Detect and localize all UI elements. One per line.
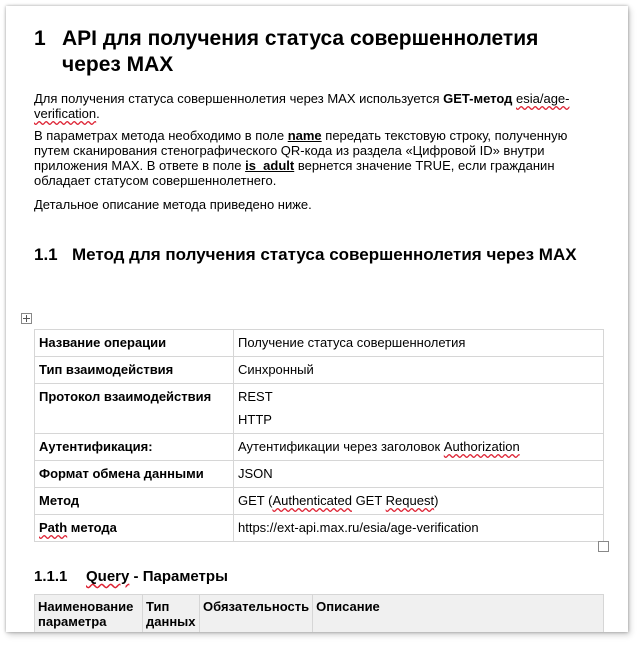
heading-3-number: 1.1.1 <box>34 568 68 585</box>
text-run: метода <box>67 520 117 535</box>
paragraph-parameters <box>34 128 594 188</box>
method-path-text: esia/age-verification <box>34 91 570 121</box>
property-value <box>234 384 604 434</box>
text-run: Request <box>385 493 435 508</box>
property-key: Название операции <box>35 330 234 357</box>
table-resize-handle-icon[interactable] <box>598 541 609 552</box>
text-run: Аутентификации через заголовок <box>238 439 444 454</box>
text-run: вернется значение TRUE, если гражданин обладает статусом совершеннолетнего. <box>34 158 555 188</box>
text-run: GET <box>351 493 386 508</box>
query-params-table <box>34 594 604 632</box>
text-run: . <box>96 106 100 121</box>
text-run: В параметрах метода необходимо в поле <box>34 128 288 143</box>
text-run: Authenticated <box>272 493 352 508</box>
field-name-is-adult: is_adult <box>245 158 295 173</box>
paragraph-intro <box>34 91 594 121</box>
text-run: GET ( <box>238 493 273 508</box>
table-move-handle-icon[interactable] <box>21 313 32 324</box>
table-row <box>35 330 604 357</box>
text-run: Path <box>39 520 68 535</box>
property-key: Аутентификация: <box>35 434 234 461</box>
text-run: Query <box>86 568 130 585</box>
method-properties-table <box>34 329 604 542</box>
bold-run: GET-метод <box>443 91 513 106</box>
heading-3-text <box>86 567 228 587</box>
heading-1-number: 1 <box>34 27 46 50</box>
text-run: - Параметры <box>129 568 228 585</box>
field-name-name: name <box>287 128 322 143</box>
protocol-rest: REST <box>238 389 273 404</box>
heading-2-number: 1.1 <box>34 245 58 264</box>
property-value <box>234 488 604 515</box>
column-header: Описание <box>313 595 604 633</box>
column-header: Наименование параметра <box>35 595 143 633</box>
table-row <box>35 488 604 515</box>
text-run: передать текстовую строку, полученную путем сканирования стенографического QR-кода из раздела «Цифровой ID» внутри приложения MAX. В ответе в поле <box>34 128 568 173</box>
property-value <box>234 434 604 461</box>
property-key: Формат обмена данными <box>35 461 234 488</box>
property-value: https://ext-api.max.ru/esia/age-verification <box>234 515 604 542</box>
text-run: ) <box>434 493 439 508</box>
table-row <box>35 515 604 542</box>
property-key: Тип взаимодействия <box>35 357 234 384</box>
property-value: Получение статуса совершеннолетия <box>234 330 604 357</box>
property-key <box>35 515 234 542</box>
heading-2-text: Метод для получения статуса совершеннолетия через MAX <box>72 245 577 264</box>
column-header: Обязательность <box>200 595 313 633</box>
column-header: Тип данных <box>143 595 200 633</box>
table-row <box>35 461 604 488</box>
document-page <box>6 6 628 632</box>
table-row <box>35 357 604 384</box>
property-value: JSON <box>234 461 604 488</box>
property-value: Синхронный <box>234 357 604 384</box>
text-run: Для получения статуса совершеннолетия через MAX используется <box>34 91 444 106</box>
property-key: Протокол взаимодействия <box>35 384 234 434</box>
table-row <box>35 434 604 461</box>
property-key: Метод <box>35 488 234 515</box>
header-name-text: Authorization <box>443 439 520 454</box>
protocol-http: HTTP <box>238 412 272 427</box>
heading-1-text: API для получения статуса совершеннолетия через MAX <box>62 27 539 76</box>
table-header-row <box>35 595 604 633</box>
table-row <box>35 384 604 434</box>
paragraph-details: Детальное описание метода приведено ниже. <box>34 197 312 212</box>
